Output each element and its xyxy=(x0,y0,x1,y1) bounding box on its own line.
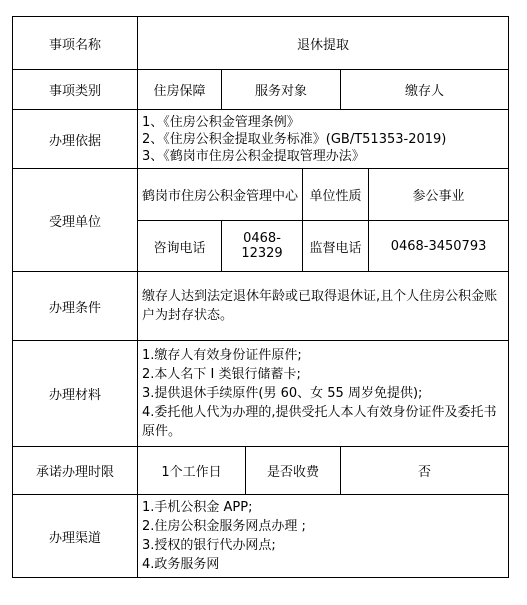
materials-item: 1.缴存人有效身份证件原件; xyxy=(142,348,302,363)
unit-nature-value: 参公事业 xyxy=(369,169,509,221)
phone-label: 咨询电话 xyxy=(138,221,222,272)
handling-unit-label: 受理单位 xyxy=(13,169,138,272)
materials-item: 3.提供退休手续原件(男 60、女 55 周岁免提供); xyxy=(142,386,423,401)
service-target-label: 服务对象 xyxy=(222,70,341,110)
row-handling-unit xyxy=(13,169,509,221)
basis-item: 1、《住房公积金管理条例》 xyxy=(142,114,300,130)
phone-value: 0468-12329 xyxy=(222,221,303,272)
channels-item: 2.住房公积金服务网点办理 ; xyxy=(142,519,306,534)
materials-label: 办理材料 xyxy=(13,341,138,447)
fee-value: 否 xyxy=(341,447,509,495)
channels-item: 3.授权的银行代办网点; xyxy=(142,538,276,553)
supervision-phone-value: 0468-3450793 xyxy=(369,221,509,272)
supervision-phone-label: 监督电话 xyxy=(303,221,369,272)
row-item-name xyxy=(13,17,509,70)
channels-item: 4.政务服务网 xyxy=(142,557,220,572)
conditions-label: 办理条件 xyxy=(13,272,138,341)
matter-info-table xyxy=(12,16,509,578)
conditions-text: 缴存人达到法定退休年龄或已取得退休证,且个人住房公积金账户为封存状态。 xyxy=(138,272,509,341)
materials-item: 4.委托他人代为办理的,提供受托人本人有效身份证件及委托书原件。 xyxy=(142,405,497,439)
time-limit-label: 承诺办理时限 xyxy=(13,447,138,495)
materials-item: 2.本人名下 I 类银行储蓄卡; xyxy=(142,367,301,382)
item-category-value: 住房保障 xyxy=(138,70,222,110)
materials-list xyxy=(138,341,509,447)
row-basis xyxy=(13,110,509,169)
basis-item: 2、《住房公积金提取业务标准》(GB/T51353-2019) xyxy=(142,131,447,147)
basis-label: 办理依据 xyxy=(13,110,138,169)
channels-item: 1.手机公积金 APP; xyxy=(142,500,253,515)
row-materials xyxy=(13,341,509,447)
row-conditions xyxy=(13,272,509,341)
row-item-category xyxy=(13,70,509,110)
service-target-value: 缴存人 xyxy=(341,70,509,110)
basis-item: 3、《鹤岗市住房公积金提取管理办法》 xyxy=(142,148,365,164)
handling-unit-name: 鹤岗市住房公积金管理中心 xyxy=(138,169,303,221)
basis-list xyxy=(138,110,509,169)
time-limit-value: 1个工作日 xyxy=(138,447,246,495)
row-channels xyxy=(13,495,509,578)
fee-label: 是否收费 xyxy=(246,447,341,495)
channels-label: 办理渠道 xyxy=(13,495,138,578)
channels-list xyxy=(138,495,509,578)
row-time-limit xyxy=(13,447,509,495)
unit-nature-label: 单位性质 xyxy=(303,169,369,221)
item-name-label: 事项名称 xyxy=(13,17,138,70)
item-category-label: 事项类别 xyxy=(13,70,138,110)
item-name-value: 退休提取 xyxy=(138,17,509,70)
